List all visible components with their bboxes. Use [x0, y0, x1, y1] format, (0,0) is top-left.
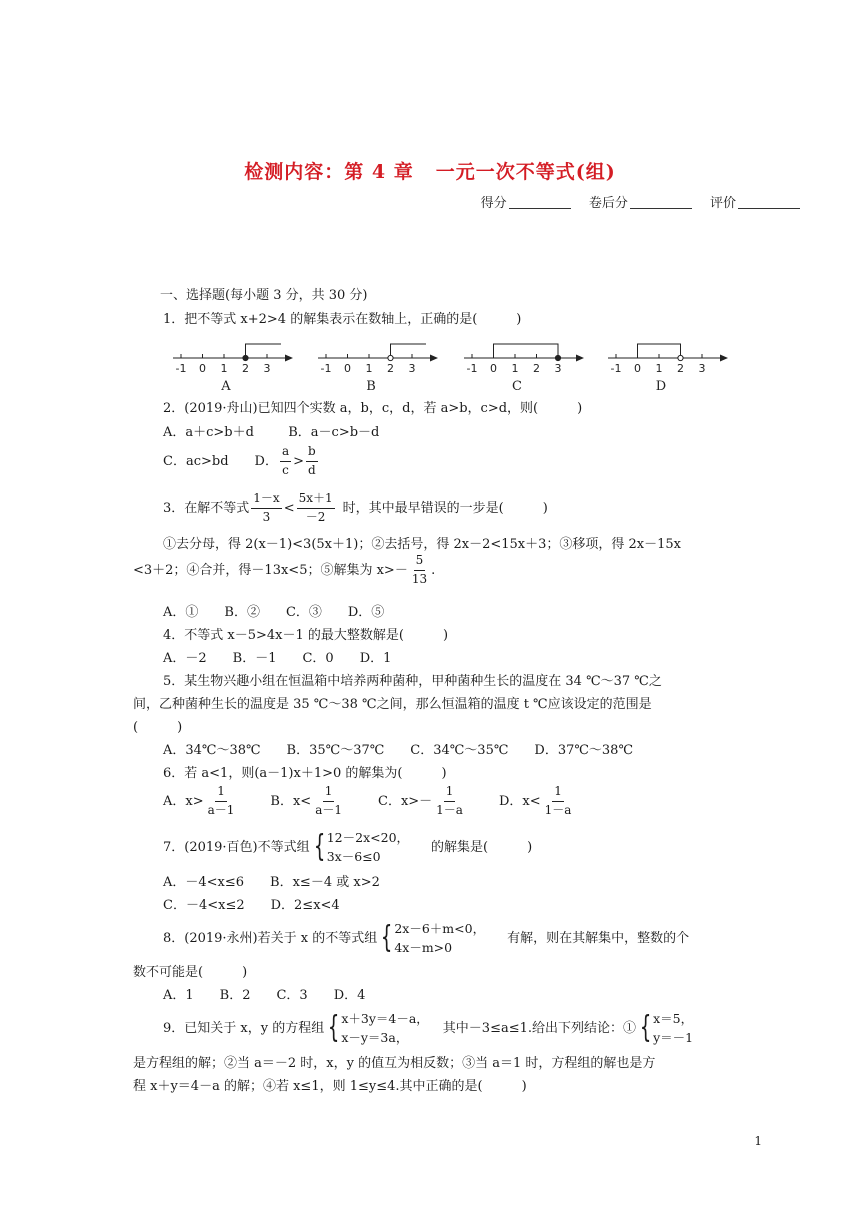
tick-label: -1: [610, 362, 622, 375]
q2-options-ab: [163, 426, 379, 439]
page-title: [0, 163, 860, 182]
tick-label: 2: [242, 362, 249, 375]
q8-options: A．1 B．2 C．3 D．4: [163, 988, 366, 1003]
tick-label: -1: [175, 362, 187, 375]
section-heading: 一、选择题(每小题 3 分，共 30 分): [160, 288, 368, 303]
tick-label: 1: [220, 362, 228, 375]
tick-label: 0: [490, 362, 497, 375]
closed-endpoint: [555, 355, 560, 360]
tick-label: 2: [533, 362, 540, 375]
tick-label: 0: [344, 362, 351, 375]
option-label: A: [221, 379, 231, 394]
solution-bracket: [246, 344, 282, 358]
q6-option-d: D．x< $\frac{1}{1-a}$: [498, 783, 572, 817]
question-5-line2: 间，乙种菌种生长的温度是 35 ℃～38 ℃之间，那么恒温箱的温度 t ℃应该设定的范围是: [133, 697, 652, 712]
tick-label: 0: [199, 362, 206, 375]
title-chapter: 检测内容：第 4 章: [244, 161, 414, 183]
axis-arrow: [285, 355, 293, 362]
q6-option-a: A．x> $\frac{1}{a-1}$: [163, 783, 235, 817]
solution-bracket: [494, 344, 559, 358]
axis-arrow: [576, 355, 584, 362]
score-line: [0, 197, 800, 210]
question-4: 4．不等式 x－5>4x－1 的最大整数解是( ): [163, 628, 449, 643]
question-6: 6．若 a<1，则(a－1)x＋1>0 的解集为( ): [163, 766, 447, 781]
question-8-line2: 数不可能是( ): [133, 965, 248, 980]
q2-option-d-label: D．: [254, 453, 278, 469]
q2-frac-a-c: $\frac{a}{c}$: [281, 443, 290, 477]
q2-frac-b-d: $\frac{b}{d}$: [308, 443, 316, 477]
q6-options: [163, 784, 575, 818]
number-line-option-a: [173, 344, 293, 394]
q7-options-ab: A．－4<x≤6 B．x≤－4 或 x>2: [163, 875, 380, 890]
q9-solution-system: { x＝5， y＝－1: [639, 1010, 694, 1045]
q4-options: A．－2 B．－1 C．0 D．1: [163, 651, 392, 666]
tick-label: 2: [677, 362, 684, 375]
q9-equation-system: { x＋3y＝4－a， x－y＝3a，: [328, 1010, 429, 1045]
page-number: 1: [754, 1134, 762, 1148]
tick-label: 2: [387, 362, 394, 375]
question-5-line1: 5．某生物兴趣小组在恒温箱中培养两种菌种，甲种菌种生长的温度在 34 ℃～37 ℃之: [163, 674, 662, 689]
evaluation-field: 评价: [710, 197, 800, 210]
tick-label: 1: [511, 362, 519, 375]
axis-arrow: [430, 355, 438, 362]
question-1: 1．把不等式 x+2>4 的解集表示在数轴上，正确的是( ): [163, 312, 522, 327]
tick-label: 3: [263, 362, 271, 375]
q2-option-c: C．ac>bd: [163, 453, 229, 469]
score-field: 得分: [481, 197, 571, 210]
tick-label: 0: [634, 362, 641, 375]
q3-steps-line1: ①去分母，得 2(x－1)<3(5x＋1)；②去括号，得 2x－2<15x＋3；③移项，得 2x－15x: [163, 537, 681, 552]
q1-number-lines: [0, 335, 860, 395]
tick-label: 3: [408, 362, 416, 375]
q3-frac-left: $\frac{1-x}{3}$: [253, 490, 280, 524]
open-endpoint: [388, 355, 393, 360]
tick-label: 3: [554, 362, 562, 375]
q8-inequality-system: { 2x－6＋m<0， 4x－m>0: [381, 920, 486, 955]
q3-frac-answer: $\frac{5}{13}$: [411, 552, 428, 586]
question-9-line2: 是方程组的解；②当 a＝－2 时，x，y 的值互为相反数；③当 a＝1 时，方程组的解也是方: [133, 1056, 656, 1071]
question-9-line3: 程 x＋y＝4－a 的解；④若 x≤1，则 1≤y≤4.其中正确的是( ): [133, 1079, 527, 1094]
option-label: D: [655, 379, 667, 394]
q5-options: A．34℃～38℃ B．35℃～37℃ C．34℃～35℃ D．37℃～38℃: [163, 743, 633, 758]
q2-option-b: B．a－c>b－d: [288, 425, 380, 440]
solution-bracket: [391, 344, 427, 358]
q6-option-c: C．x>－ $\frac{1}{1-a}$: [378, 783, 463, 817]
closed-endpoint: [243, 355, 248, 360]
question-5-line3: ( ): [133, 720, 183, 735]
question-2: 2．(2019·舟山)已知四个实数 a，b，c，d，若 a>b，c>d，则( ): [163, 401, 583, 416]
final-score-field: 卷后分: [589, 197, 692, 210]
open-endpoint: [678, 355, 683, 360]
q2-options-cd: C．ac>bd D． $\frac{a}{c}$ > $\frac{b}{d}$: [163, 443, 316, 477]
q3-steps-line2: <3＋2；④合并，得－13x<5；⑤解集为 x>－ $\frac{5}{13}$ .: [133, 552, 436, 586]
question-3: 3．在解不等式 $\frac{1-x}{3}$ < $\frac{5x+1}{-2}$ 时，其中最早错误的一步是( ): [163, 490, 548, 524]
q3-frac-right: $\frac{5x+1}{-2}$: [298, 490, 333, 524]
tick-label: -1: [320, 362, 332, 375]
option-label: B: [366, 379, 376, 394]
title-topic: 一元一次不等式(组): [435, 161, 616, 183]
number-line-option-c: [464, 344, 584, 394]
option-label: C: [512, 379, 522, 394]
question-7: 7．(2019·百色)不等式组 { 12－2x<20， 3x－6≤0 的解集是( ): [163, 827, 532, 867]
question-9: 9．已知关于 x，y 的方程组 { x＋3y＝4－a， x－y＝3a， 其中－3≤a≤1.给出下列结论：① { x＝5， y＝－1: [163, 1008, 733, 1048]
tick-label: 3: [698, 362, 706, 375]
q7-options-cd: C．－4<x≤2 D．2≤x<4: [163, 898, 340, 913]
q3-options: A．① B．② C．③ D．⑤: [163, 605, 385, 620]
tick-label: 1: [365, 362, 373, 375]
tick-label: 1: [655, 362, 663, 375]
tick-label: -1: [466, 362, 478, 375]
question-8: 8．(2019·永州)若关于 x 的不等式组 { 2x－6＋m<0， 4x－m>0 有解，则在其解集中，整数的个: [163, 918, 689, 958]
q2-option-a: A．a＋c>b＋d: [163, 425, 254, 440]
number-line-option-b: [318, 344, 438, 394]
axis-arrow: [720, 355, 728, 362]
q6-option-b: B．x< $\frac{1}{a-1}$: [270, 783, 342, 817]
number-line-option-d: [608, 344, 728, 394]
q7-inequality-system: { 12－2x<20， 3x－6≤0: [313, 829, 410, 864]
